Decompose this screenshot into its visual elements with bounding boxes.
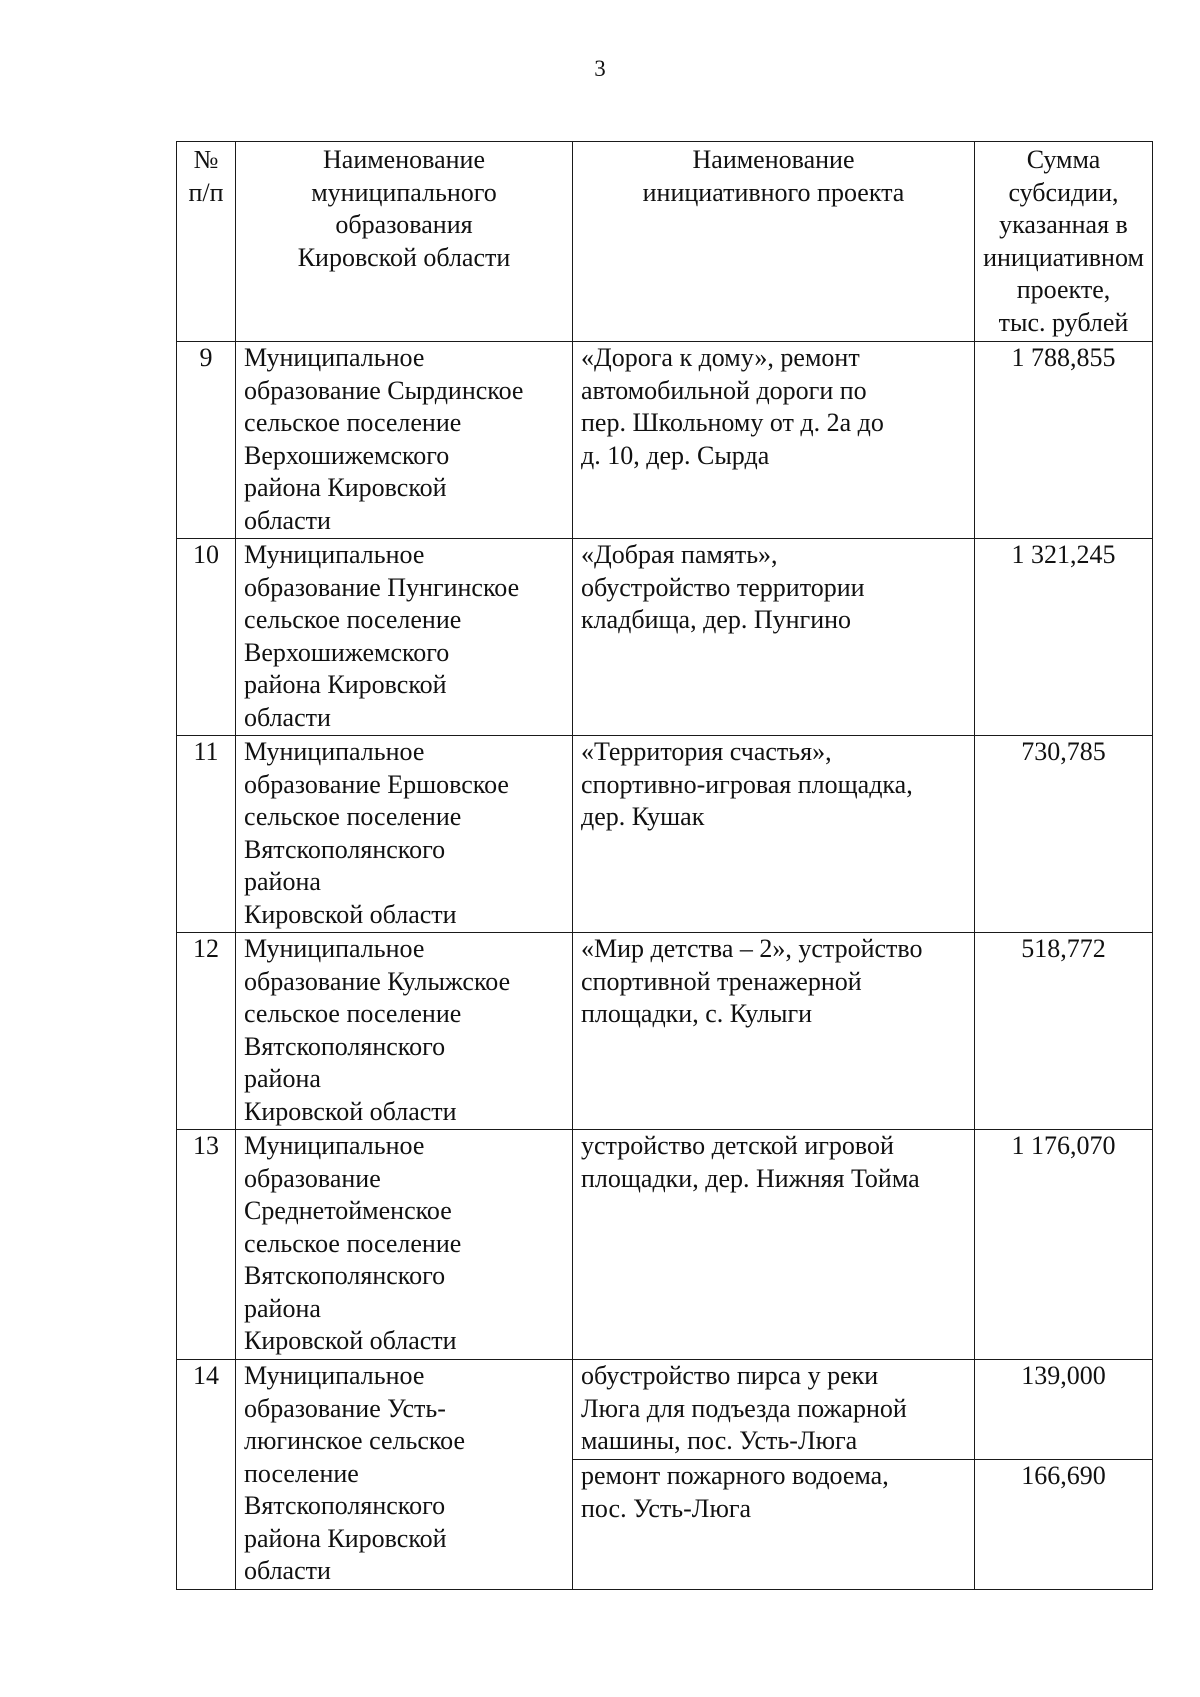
municipality-name: Муниципальное образование Ершовское сельское поселение Вятскополянского района Кировской области xyxy=(236,736,573,933)
project-name: обустройство пирса у реки Люга для подъезда пожарной машины, пос. Усть-Люга xyxy=(573,1360,975,1460)
subsidy-amount: 1 176,070 xyxy=(975,1130,1153,1360)
row-number: 11 xyxy=(177,736,236,933)
header-municipality: Наименование муниципального образования Кировской области xyxy=(236,142,573,342)
table-row xyxy=(177,933,1153,1130)
row-number: 14 xyxy=(177,1360,236,1590)
subsidy-amount: 518,772 xyxy=(975,933,1153,1130)
header-project: Наименование инициативного проекта xyxy=(573,142,975,342)
row-number: 13 xyxy=(177,1130,236,1360)
row-number: 10 xyxy=(177,539,236,736)
header-num: № п/п xyxy=(177,142,236,342)
subsidy-amount: 166,690 xyxy=(975,1460,1153,1590)
subsidy-table xyxy=(176,141,1153,1590)
project-name: «Добрая память», обустройство территории кладбища, дер. Пунгино xyxy=(573,539,975,736)
table-row xyxy=(177,539,1153,736)
project-name: устройство детской игровой площадки, дер. Нижняя Тойма xyxy=(573,1130,975,1360)
project-name: «Дорога к дому», ремонт автомобильной дороги по пер. Школьному от д. 2а до д. 10, дер. Сырда xyxy=(573,342,975,539)
subsidy-amount: 1 321,245 xyxy=(975,539,1153,736)
municipality-name: Муниципальное образование Кулыжское сельское поселение Вятскополянского района Кировской области xyxy=(236,933,573,1130)
municipality-name: Муниципальное образование Усть- люгинское сельское поселение Вятскополянского района Кировской области xyxy=(236,1360,573,1590)
subsidy-amount: 730,785 xyxy=(975,736,1153,933)
municipality-name: Муниципальное образование Пунгинское сельское поселение Верхошижемского района Кировской области xyxy=(236,539,573,736)
header-sum: Сумма субсидии, указанная в инициативном проекте, тыс. рублей xyxy=(975,142,1153,342)
table-row xyxy=(177,342,1153,539)
table-row xyxy=(177,1130,1153,1360)
table-header-row xyxy=(177,142,1153,342)
row-number: 12 xyxy=(177,933,236,1130)
table-row xyxy=(177,1360,1153,1460)
project-name: «Мир детства – 2», устройство спортивной тренажерной площадки, с. Кулыги xyxy=(573,933,975,1130)
row-number: 9 xyxy=(177,342,236,539)
municipality-name: Муниципальное образование Среднетойменское сельское поселение Вятскополянского района Кировской области xyxy=(236,1130,573,1360)
table-row xyxy=(177,736,1153,933)
page-number: 3 xyxy=(594,56,606,81)
municipality-name: Муниципальное образование Сырдинское сельское поселение Верхошижемского района Кировской области xyxy=(236,342,573,539)
subsidy-amount: 1 788,855 xyxy=(975,342,1153,539)
subsidy-amount: 139,000 xyxy=(975,1360,1153,1460)
project-name: «Территория счастья», спортивно-игровая площадка, дер. Кушак xyxy=(573,736,975,933)
project-name: ремонт пожарного водоема, пос. Усть-Люга xyxy=(573,1460,975,1590)
